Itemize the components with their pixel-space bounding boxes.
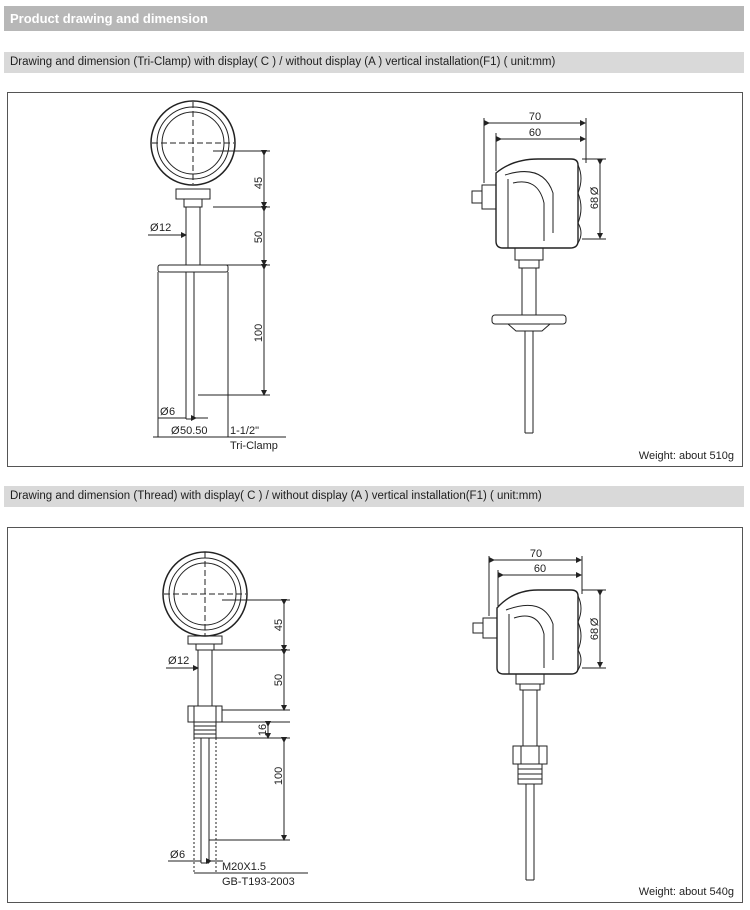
dim-diameter-symbol: Ø <box>150 222 159 234</box>
dim-45: 45 <box>253 176 265 190</box>
weight-tri-clamp: Weight: about 510g <box>638 450 734 462</box>
dim-45: 45 <box>273 618 285 632</box>
dim-68: 68 <box>589 627 601 641</box>
dim-16: 16 <box>257 723 269 737</box>
dim-12: 12 <box>159 222 172 234</box>
dim-68: 68 <box>589 196 601 210</box>
dim-70: 70 <box>529 548 543 560</box>
side-view-tri-clamp-labels <box>529 111 601 209</box>
dim-70: 70 <box>528 111 542 123</box>
dim-diameter-symbol: Ø <box>589 617 601 627</box>
front-view-tri-clamp-labels <box>150 177 278 452</box>
dim-100: 100 <box>273 766 285 786</box>
dim-12: 12 <box>177 655 190 667</box>
dim-diameter-symbol: Ø <box>170 849 179 861</box>
dim-6: 6 <box>179 849 186 861</box>
drawing-panel-tri-clamp <box>7 92 743 467</box>
front-view-tri-clamp <box>148 101 286 437</box>
front-view-thread-labels <box>168 619 295 888</box>
front-view-thread <box>163 552 308 873</box>
dim-diameter-symbol: Ø <box>168 655 177 667</box>
tri-clamp-label: Tri-Clamp <box>230 440 278 452</box>
drawing-tri-clamp <box>8 93 744 468</box>
thread-standard: GB-T193-2003 <box>222 876 295 888</box>
dim-diameter-symbol: Ø <box>171 425 180 437</box>
page-title: Product drawing and dimension <box>4 6 744 31</box>
drawing-thread <box>8 528 744 904</box>
dim-60: 60 <box>533 563 547 575</box>
dim-50-50: 50.50 <box>180 425 208 437</box>
dim-50: 50 <box>273 673 285 687</box>
dim-6: 6 <box>169 406 176 418</box>
dim-60: 60 <box>528 127 542 139</box>
side-view-tri-clamp <box>472 118 606 433</box>
thread-size: M20X1.5 <box>222 861 267 873</box>
drawing-panel-thread <box>7 527 743 903</box>
weight-thread: Weight: about 540g <box>638 886 734 898</box>
dim-diameter-symbol: Ø <box>589 186 601 196</box>
section-title-thread: Drawing and dimension (Thread) with display( C ) / without display (A ) vertical installation(F1) ( unit:mm) <box>4 486 744 507</box>
dim-50: 50 <box>253 230 265 244</box>
side-view-thread <box>473 556 606 880</box>
dim-diameter-symbol: Ø <box>160 406 169 418</box>
side-view-thread-labels <box>530 548 601 640</box>
section-title-tri-clamp: Drawing and dimension (Tri-Clamp) with display( C ) / without display (A ) vertical installation(F1) ( unit:mm) <box>4 52 744 73</box>
dim-100: 100 <box>253 323 265 343</box>
tri-clamp-size: 1-1/2" <box>230 425 259 437</box>
